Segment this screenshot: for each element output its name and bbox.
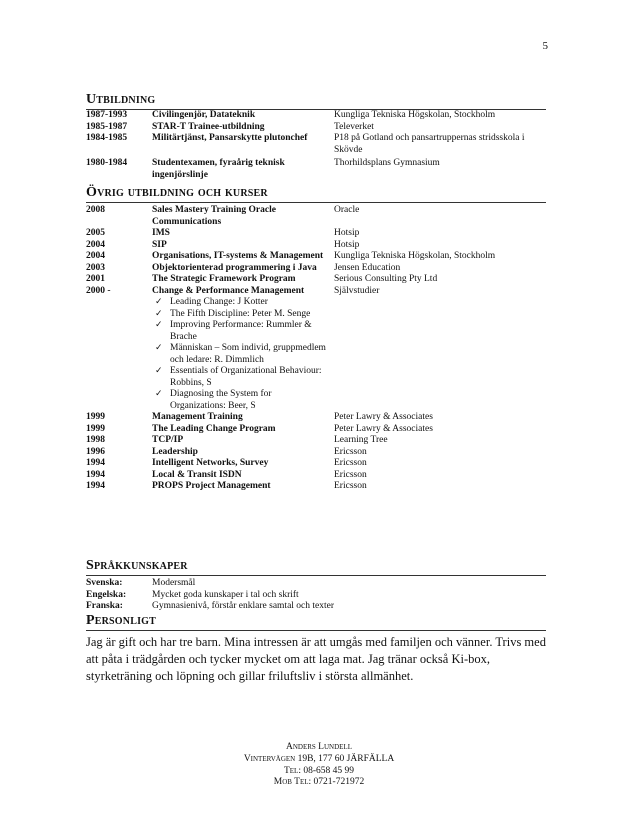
course-place: Jensen Education	[334, 262, 401, 273]
education-table	[86, 110, 546, 181]
course-row	[86, 240, 546, 252]
selfstudy-book: ✓ Improving Performance: Rummler & Brache	[152, 320, 328, 343]
course-year: 2000 -	[86, 285, 111, 296]
selfstudy-book: ✓ Essentials of Organizational Behaviour: Robbins, S	[152, 366, 328, 389]
course-row	[86, 447, 546, 459]
courses-table	[86, 205, 546, 493]
education-place: Thorhildsplans Gymnasium	[334, 158, 440, 168]
selfstudy-book: ✓ Leading Change: J Kotter	[152, 297, 328, 309]
course-row	[86, 412, 546, 424]
course-year: 1994	[86, 469, 105, 480]
footer-contact	[0, 742, 638, 789]
language-row	[86, 578, 546, 590]
course-row	[86, 228, 546, 240]
course-year: 2004	[86, 239, 105, 250]
languages-section	[86, 557, 546, 613]
course-row	[86, 263, 546, 275]
education-row	[86, 133, 546, 156]
course-year: 2005	[86, 228, 105, 238]
course-row	[86, 481, 546, 493]
selfstudy-book-list	[152, 297, 328, 412]
course-year: 2003	[86, 262, 105, 273]
personal-heading: Personligt	[86, 612, 546, 631]
course-title: Change & Performance Management	[152, 285, 305, 296]
selfstudy-book: ✓ Människan – Som individ, gruppmedlem och ledare: R. Dimmlich	[152, 343, 328, 366]
course-title: Management Training	[152, 412, 243, 422]
course-year: 2004	[86, 251, 105, 261]
footer-address: Vintervägen 19B, 177 60 JÄRFÄLLA	[243, 753, 395, 764]
languages-heading: Språkkunskaper	[86, 557, 546, 576]
personal-text: Jag är gift och har tre barn. Mina intressen är att umgås med familjen och vänner. Trivs med att påta i trädgården och tycker mycket om att laga mat. Jag tränar också Ki-box, styrketräning och löpning och gillar friluftsliv i största allmänhet.	[86, 635, 546, 683]
course-title: IMS	[152, 228, 170, 238]
course-place: Oracle	[334, 205, 360, 215]
course-title: PROPS Project Management	[152, 481, 271, 491]
education-title: Civilingenjör, Datateknik	[152, 110, 256, 120]
courses-section	[86, 184, 546, 493]
language-level: Mycket goda kunskaper i tal och skrift	[152, 589, 299, 600]
selfstudy-book: ✓ The Fifth Discipline: Peter M. Senge	[152, 309, 328, 321]
course-title: Organisations, IT-systems & Management	[152, 251, 324, 261]
education-row	[86, 122, 546, 134]
course-place: Kungliga Tekniska Högskolan, Stockholm	[334, 251, 496, 261]
course-title: Sales Mastery Training Oracle Communications	[152, 205, 276, 227]
course-title-cell	[152, 286, 328, 413]
course-place: Serious Consulting Pty Ltd	[334, 274, 438, 284]
course-title: SIP	[152, 239, 167, 250]
language-name: Engelska:	[86, 589, 127, 600]
page-number: 5	[542, 40, 548, 52]
selfstudy-book: ✓ Diagnosing the System for Organizations: Beer, S	[152, 389, 328, 412]
education-section	[86, 91, 546, 181]
courses-heading: Övrig utbildning och kurser	[86, 184, 546, 203]
education-title: Militärtjänst, Pansarskytte plutonchef	[152, 133, 308, 143]
language-name: Franska:	[86, 601, 123, 611]
course-row	[86, 470, 546, 482]
course-title: Objektorienterad programmering i Java	[152, 262, 317, 273]
course-place: Peter Lawry & Associates	[334, 423, 433, 434]
education-years: 1985-1987	[86, 121, 128, 132]
course-row	[86, 251, 546, 263]
course-title: TCP/IP	[152, 435, 184, 445]
course-place: Hotsip	[334, 228, 360, 238]
footer-mobile: Mob Tel: 0721-721972	[273, 777, 365, 788]
course-place: Hotsip	[334, 239, 360, 250]
personal-section	[86, 612, 546, 685]
language-row	[86, 601, 546, 613]
course-year: 2008	[86, 205, 105, 215]
course-row	[86, 274, 546, 286]
course-year: 2001	[86, 274, 105, 284]
education-title: STAR-T Trainee-utbildning	[152, 121, 265, 132]
course-place: Learning Tree	[334, 435, 388, 445]
education-place: Kungliga Tekniska Högskolan, Stockholm	[334, 110, 496, 120]
education-row	[86, 110, 546, 122]
course-year: 1998	[86, 435, 105, 445]
course-title: Leadership	[152, 446, 198, 457]
course-year: 1994	[86, 458, 105, 468]
education-years: 1980-1984	[86, 158, 128, 168]
education-title: Studentexamen, fyraårig teknisk ingenjörslinje	[152, 158, 285, 180]
course-row	[86, 435, 546, 447]
course-year: 1999	[86, 412, 105, 422]
course-year: 1999	[86, 423, 105, 434]
course-row	[86, 286, 546, 413]
course-year: 1996	[86, 446, 105, 457]
course-title: The Strategic Framework Program	[152, 274, 296, 284]
language-level: Gymnasienivå, förstår enklare samtal och texter	[152, 601, 335, 611]
course-row	[86, 424, 546, 436]
education-years: 1987-1993	[86, 110, 128, 120]
footer-name: Anders Lundell	[286, 742, 352, 752]
languages-table	[86, 578, 546, 613]
course-row	[86, 205, 546, 228]
language-name: Svenska:	[86, 578, 123, 588]
course-place: Ericsson	[334, 469, 367, 480]
education-place: Televerket	[334, 121, 374, 132]
course-place: Självstudier	[334, 285, 380, 296]
course-year: 1994	[86, 481, 105, 491]
course-title: The Leading Change Program	[152, 423, 276, 434]
language-row	[86, 590, 546, 602]
course-place: Ericsson	[334, 481, 367, 491]
course-place: Peter Lawry & Associates	[334, 412, 433, 422]
education-place: P18 på Gotland och pansartruppernas stridsskola i Skövde	[334, 133, 525, 155]
course-title: Local & Transit ISDN	[152, 469, 242, 480]
course-place: Ericsson	[334, 458, 367, 468]
course-place: Ericsson	[334, 446, 367, 457]
language-level: Modersmål	[152, 578, 196, 588]
education-years: 1984-1985	[86, 133, 128, 143]
education-row	[86, 156, 546, 181]
footer-phone: Tel: 08-658 45 99	[283, 765, 355, 776]
course-title: Intelligent Networks, Survey	[152, 458, 269, 468]
education-heading: Utbildning	[86, 91, 546, 110]
course-row	[86, 458, 546, 470]
